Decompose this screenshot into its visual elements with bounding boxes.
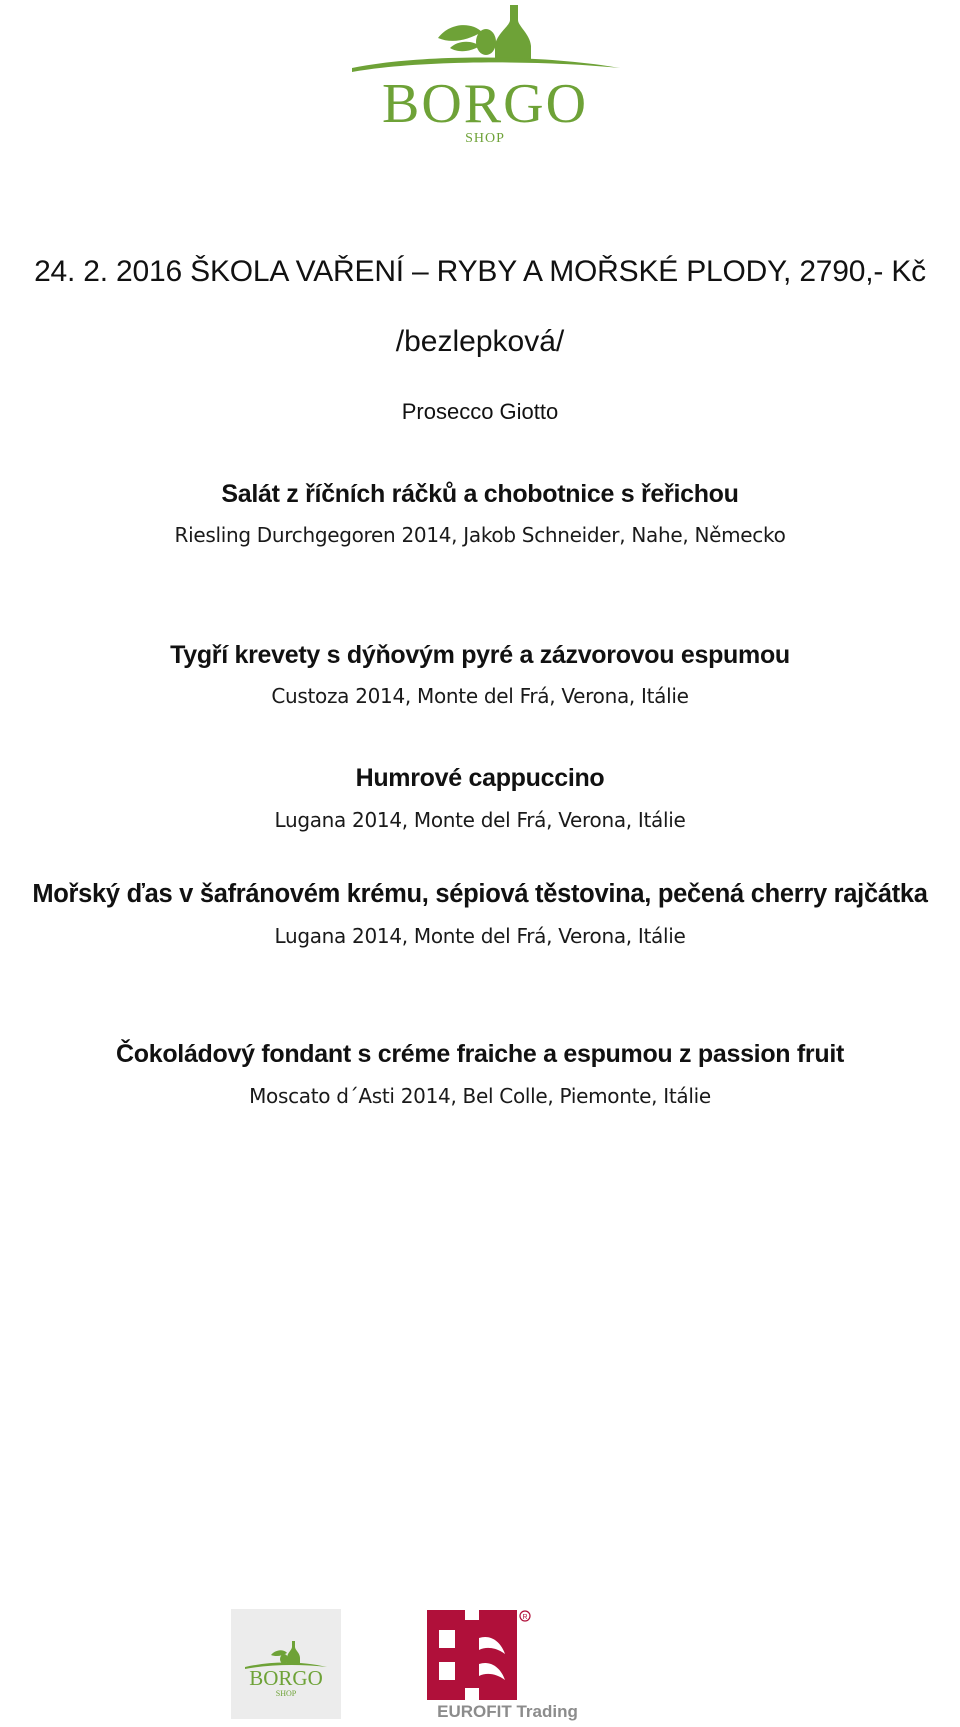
course-name: Mořský ďas v šafránovém krému, sépiová těstovina, pečená cherry rajčátka	[32, 880, 928, 908]
course-wine: Lugana 2014, Monte del Frá, Verona, Itálie	[274, 924, 686, 948]
leaf-icon	[438, 25, 482, 41]
eurofit-flag-icon	[427, 1610, 517, 1700]
bottle-icon	[495, 5, 531, 62]
course-name: Tygří krevety s dýňovým pyré a zázvorovou espumou	[170, 641, 790, 669]
aperitif-wine: Prosecco Giotto	[401, 399, 559, 424]
svg-text:R: R	[522, 1614, 528, 1621]
logo-brand: BORGO	[381, 73, 589, 135]
leaf-icon	[450, 42, 480, 51]
borgo-shop-footer-logo	[231, 1609, 341, 1719]
course-wine: Moscato d´Asti 2014, Bel Colle, Piemonte, Itálie	[249, 1084, 711, 1108]
borgo-shop-logo	[340, 0, 630, 150]
olive-icon	[476, 29, 496, 55]
logo-tagline: SHOP	[465, 131, 505, 146]
course-wine: Lugana 2014, Monte del Frá, Verona, Itálie	[274, 808, 686, 832]
event-subtitle: /bezlepková/	[395, 325, 565, 358]
course-name: Humrové cappuccino	[355, 764, 605, 792]
course-name: Salát z říčních ráčků a chobotnice s řeřichou	[221, 480, 739, 508]
olive-icon	[280, 1654, 288, 1664]
course-wine: Custoza 2014, Monte del Frá, Verona, Itálie	[271, 684, 689, 708]
footer-logo-brand: BORGO	[249, 1666, 323, 1690]
eurofit-label: EUROFIT Trading	[437, 1702, 578, 1721]
event-title: 24. 2. 2016 ŠKOLA VAŘENÍ – RYBY A MOŘSKÉ PLODY, 2790,- Kč	[34, 255, 926, 288]
course-name: Čokoládový fondant s créme fraiche a espumou z passion fruit	[116, 1040, 844, 1068]
swoosh-line	[352, 58, 620, 73]
footer-logo-tagline: SHOP	[275, 1689, 297, 1698]
course-wine: Riesling Durchgegoren 2014, Jakob Schneider, Nahe, Německo	[174, 523, 786, 547]
